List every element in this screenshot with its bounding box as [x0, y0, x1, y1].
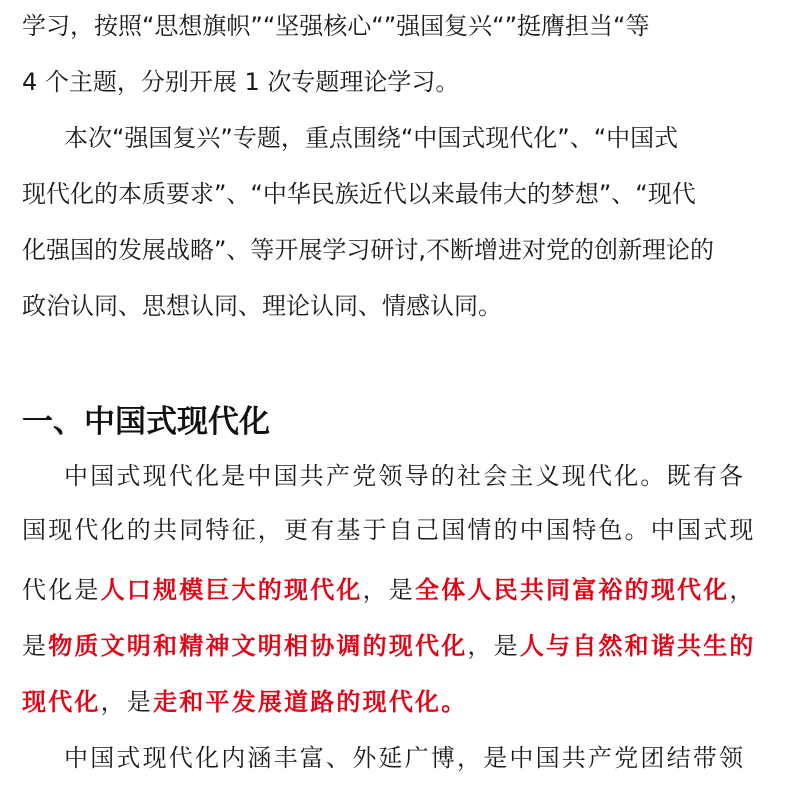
- highlight-text: 人口规模巨大的现代化: [100, 576, 363, 604]
- highlight-text: 全体人民共同富裕的现代化: [415, 576, 730, 604]
- highlight-text: 物质文明和精神文明相协调的现代化: [48, 632, 468, 660]
- text-run: ，是: [100, 688, 154, 716]
- text-run: 代化是: [22, 576, 101, 604]
- text-run: ，: [729, 576, 756, 604]
- intro-line-1: 学习，按照“思想旗帜”“坚强核心“”强国复兴“”挺膺担当“等: [22, 12, 650, 40]
- highlight-text: 走和平发展道路的现代化。: [153, 688, 468, 716]
- section-p1-line-1: 中国式现代化是中国共产党领导的社会主义现代化。既有各: [64, 462, 746, 490]
- text-run: ，是: [362, 576, 416, 604]
- para2-line-3: 化强国的发展战略”、等开展学习研讨,不断增进对党的创新理论的: [22, 236, 715, 264]
- intro-line-2: 4 个主题，分别开展 1 次专题理论学习。: [22, 68, 460, 96]
- text-run: 是: [22, 632, 49, 660]
- para2-line-1: 本次“强国复兴”专题，重点围绕“中国式现代化”、“中国式: [64, 124, 679, 152]
- section-p1-line-4: [22, 630, 782, 662]
- highlight-text: 现代化: [22, 688, 101, 716]
- para2-line-4: 政治认同、思想认同、理论认同、情感认同。: [22, 292, 502, 320]
- section-heading: 一、中国式现代化: [22, 404, 270, 440]
- text-run: ，是: [467, 632, 520, 660]
- section-p1-line-5: [22, 686, 782, 718]
- highlight-text: 人与自然和谐共生的: [519, 632, 756, 660]
- para2-line-2: 现代化的本质要求”、“中华民族近代以来最伟大的梦想”、“现代: [22, 180, 696, 208]
- section-p1-line-2: 国现代化的共同特征，更有基于自己国情的中国特色。中国式现: [22, 516, 756, 544]
- section-p1-line-3: [22, 574, 782, 606]
- section-p2-line-1: 中国式现代化内涵丰富、外延广博，是中国共产党团结带领: [64, 744, 746, 772]
